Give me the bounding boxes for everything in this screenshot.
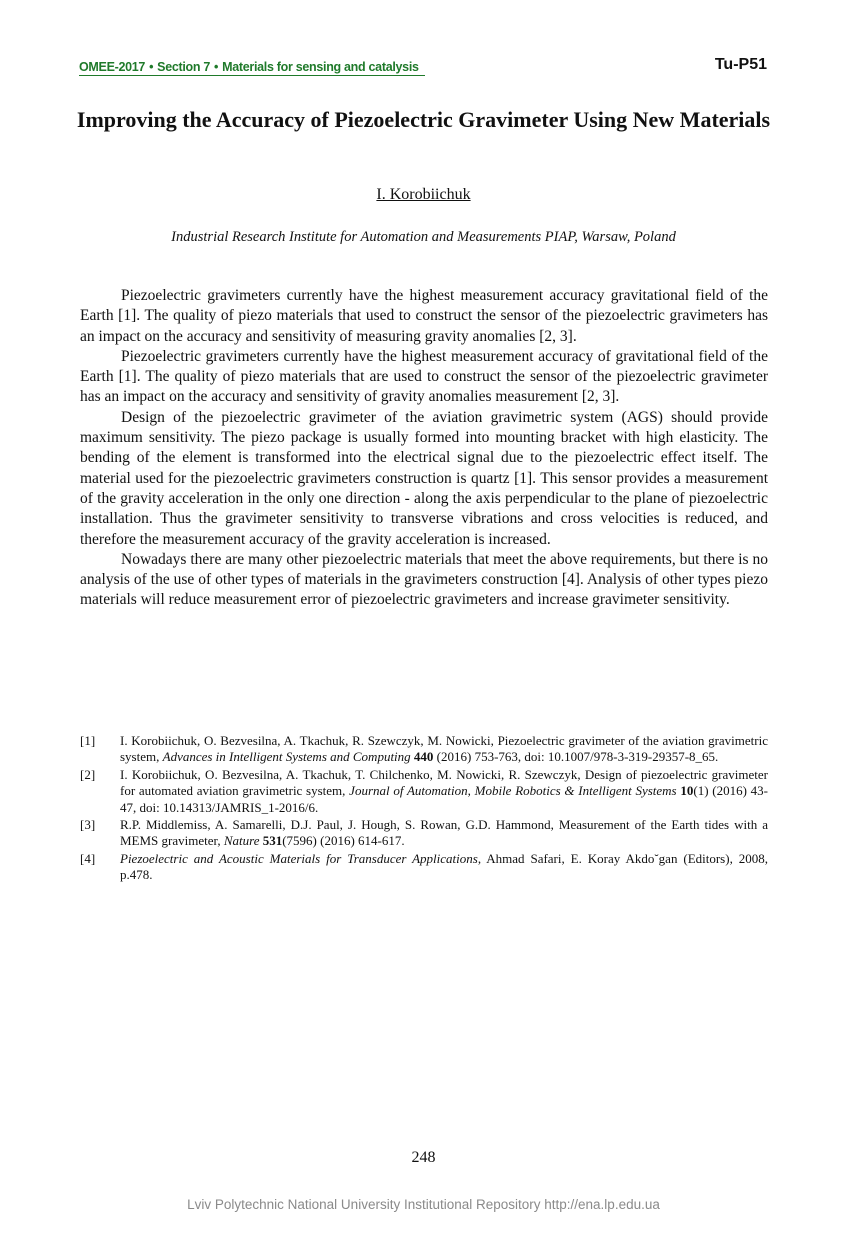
reference-number: [3]: [80, 817, 96, 833]
paper-title: Improving the Accuracy of Piezoelectric Gravimeter Using New Materials: [76, 107, 771, 132]
reference-journal: Piezoelectric and Acoustic Materials for Transducer Applications: [120, 850, 478, 866]
reference-number: [4]: [80, 850, 96, 866]
running-header: [79, 56, 767, 80]
author-name: I. Korobiichuk: [376, 186, 471, 203]
reference-journal: Nature: [223, 833, 260, 849]
body-paragraph: Piezoelectric gravimeters currently have the highest measurement accuracy gravitational field of the Earth [1]. The quality of piezo materials that used to construct the sensor of the piezoelectric gravimeters has an impact on the accuracy and sensitivity of measuring gravity anomalies [2, 3].: [80, 287, 768, 345]
reference-authors-title: R.P. Middlemiss, A. Samarelli, D.J. Paul, J. Hough, S. Rowan, G.D. Hammond, Measurement of the Earth tides with a MEMS gravimeter,: [120, 817, 768, 849]
paper-code: Tu-P51: [714, 56, 767, 73]
references-list: [80, 733, 768, 885]
reference-item: [80, 851, 768, 884]
reference-text: [120, 817, 768, 850]
reference-number: [2]: [80, 766, 96, 782]
reference-authors-title: I. Korobiichuk, O. Bezvesilna, A. Tkachuk, R. Szewczyk, M. Nowicki, Piezoelectric gravimeter of the aviation gravimetric system,: [120, 733, 768, 765]
reference-volume: 10: [680, 783, 694, 799]
abstract-body: [80, 286, 768, 611]
reference-details: (2016) 753-763, doi: 10.1007/978-3-319-29357-8_65.: [433, 749, 719, 765]
reference-authors-title: I. Korobiichuk, O. Bezvesilna, A. Tkachuk, T. Chilchenko, M. Nowicki, R. Szewczyk, Design of piezoelectric gravimeter for automated aviation gravimetric system,: [120, 766, 768, 799]
repository-footer: Lviv Polytechnic National University Institutional Repository http://ena.lp.edu.ua: [187, 1197, 660, 1212]
reference-text: [120, 733, 768, 766]
author-affiliation: Industrial Research Institute for Automation and Measurements PIAP, Warsaw, Poland: [171, 229, 676, 245]
section-topic: Materials for sensing and catalysis: [222, 60, 419, 74]
reference-text: [120, 851, 768, 884]
reference-number: [1]: [80, 733, 96, 748]
reference-details: , Ahmad Safari, E. Koray Akdo˘gan (Editors), 2008, p.478.: [120, 850, 768, 883]
reference-journal: Advances in Intelligent Systems and Computing: [162, 749, 411, 765]
body-paragraph: Piezoelectric gravimeters currently have the highest measurement accuracy of gravitational field of the Earth [1]. The quality of piezo materials that are used to construct the sensor of the piezoelectric gravimeter has an impact on the accuracy and sensitivity of gravity anomalies measurement [2, 3].: [80, 347, 768, 406]
reference-volume: 440: [413, 749, 434, 765]
separator-bullet: •: [149, 60, 154, 74]
reference-item: [80, 767, 768, 816]
reference-text: [120, 767, 768, 816]
reference-item: [80, 733, 768, 766]
body-paragraph: Nowadays there are many other piezoelectric materials that meet the above requirements, but there is no analysis of the use of other types of materials in the gravimeters construction [4]. Analysis of other types piezo materials will reduce measurement error of piezoelectric gravimeters and increase gravimeter sensitivity.: [80, 550, 768, 609]
conference-name: OMEE-2017: [79, 60, 146, 74]
reference-volume: 531: [262, 833, 283, 849]
reference-details: (7596) (2016) 614-617.: [282, 833, 405, 849]
author-line: [0, 186, 847, 204]
separator-bullet: •: [214, 60, 219, 74]
reference-item: [80, 817, 768, 850]
body-paragraph: Design of the piezoelectric gravimeter of the aviation gravimetric system (AGS) should provide maximum sensitivity. The piezo package is usually formed into mounting bracket with high elasticity. The bending of the element is transformed into the electrical signal due to the piezoelectric effect itself. The material used for the piezoelectric gravimeters construction is quartz [1]. This sensor provides a measurement of the gravity acceleration in the only one direction - along the axis perpendicular to the plane of piezoelectric installation. Thus the gravimeter sensitivity to transverse vibrations and cross velocities is reduced, and therefore the measurement accuracy of the gravity acceleration is increased.: [80, 408, 768, 548]
section-label: Section 7: [157, 60, 211, 74]
reference-journal: Journal of Automation, Mobile Robotics & Intelligent Systems: [349, 783, 677, 799]
conference-section-line: [79, 60, 425, 76]
page-number: 248: [411, 1149, 436, 1166]
reference-details: (1) (2016) 43-47, doi: 10.14313/JAMRIS_1-2016/6.: [120, 783, 769, 815]
